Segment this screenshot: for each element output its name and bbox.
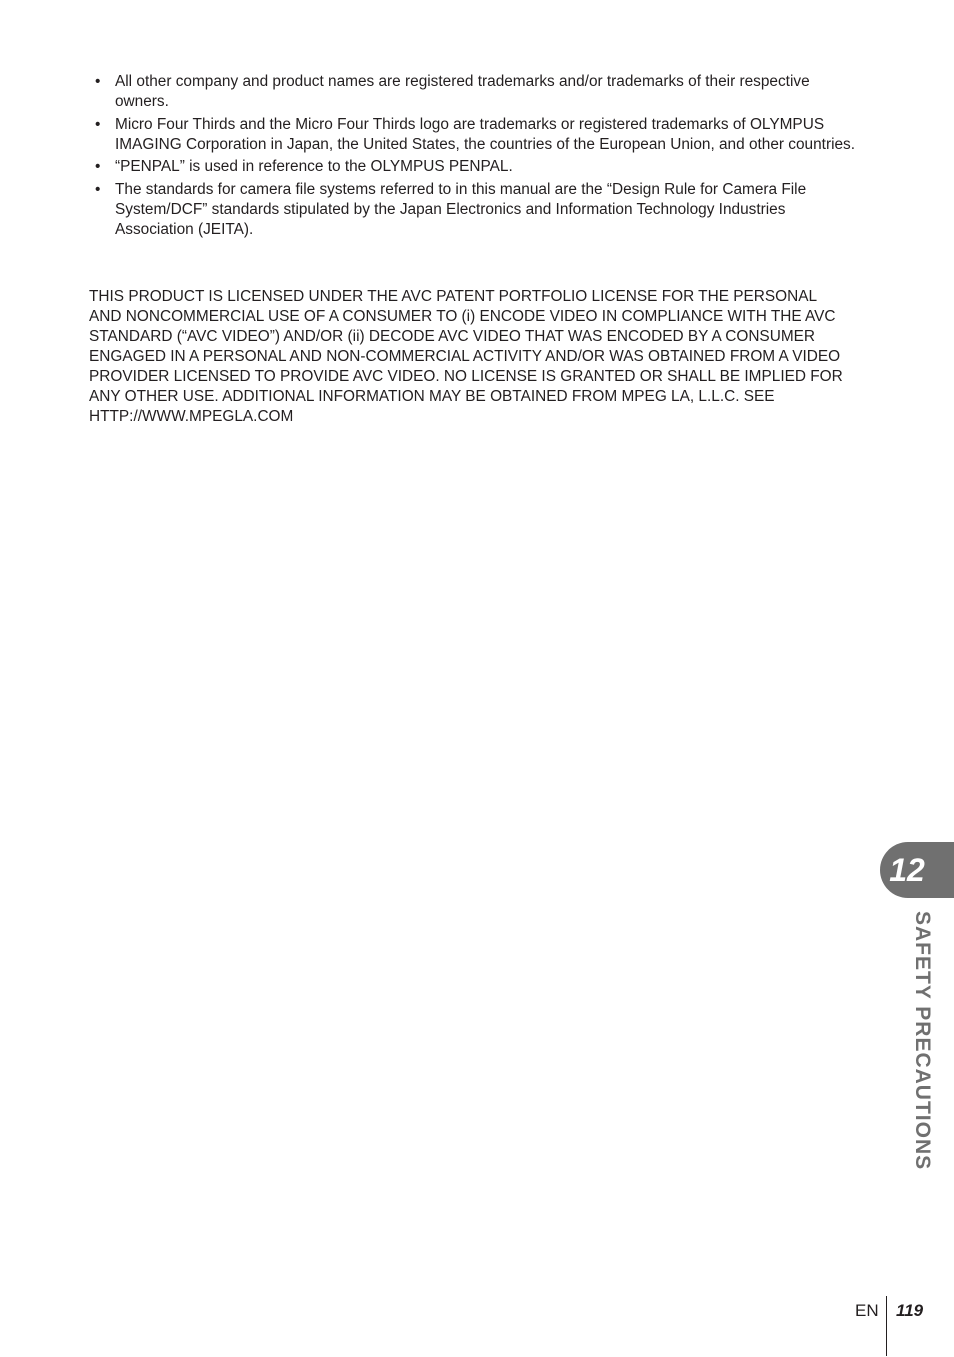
list-item bbox=[89, 157, 859, 177]
chapter-number: 12 bbox=[889, 852, 925, 888]
bullet-icon: • bbox=[95, 73, 101, 90]
note-text: “PENPAL” is used in reference to the OLYMPUS PENPAL. bbox=[115, 158, 513, 175]
note-text: Micro Four Thirds and the Micro Four Thirds logo are trademarks or registered trademarks of OLYMPUS IMAGING Corporation in Japan, the United States, the countries of the European Union, and other countries. bbox=[115, 115, 856, 153]
note-text: The standards for camera file systems referred to in this manual are the “Design Rule for Camera File System/DCF” standards stipulated by the Japan Electronics and Information Technology Industries Association (JEITA). bbox=[115, 180, 807, 238]
avc-license-paragraph: THIS PRODUCT IS LICENSED UNDER THE AVC PATENT PORTFOLIO LICENSE FOR THE PERSONAL AND NONCOMMERCIAL USE OF A CONSUMER TO (i) ENCODE VIDEO IN COMPLIANCE WITH THE AVC STANDARD (“AVC VIDEO”) AND/OR (ii) DECODE AVC VIDEO THAT WAS ENCODED BY A CONSUMER ENGAGED IN A PERSONAL AND NON-COMMERCIAL ACTIVITY AND/OR WAS OBTAINED FROM A VIDEO PROVIDER LICENSED TO PROVIDE AVC VIDEO. NO LICENSE IS GRANTED OR SHALL BE IMPLIED FOR ANY OTHER USE. ADDITIONAL INFORMATION MAY BE OBTAINED FROM MPEG LA, L.L.C. SEE HTTP://WWW.MPEGLA.COM bbox=[89, 288, 843, 425]
list-item bbox=[89, 72, 859, 112]
page-number: 119 bbox=[896, 1301, 924, 1320]
language-label: EN bbox=[855, 1301, 879, 1320]
footer-divider bbox=[886, 1296, 887, 1356]
chapter-title: SAFETY PRECAUTIONS bbox=[911, 911, 934, 1171]
bullet-icon: • bbox=[95, 115, 101, 133]
list-item bbox=[89, 180, 859, 240]
bullet-icon: • bbox=[95, 180, 101, 198]
list-item bbox=[89, 115, 859, 155]
note-text: All other company and product names are registered trademarks and/or trademarks of their respective owners. bbox=[115, 73, 810, 110]
bullet-icon: • bbox=[95, 158, 101, 175]
trademark-notes-list bbox=[89, 72, 859, 242]
